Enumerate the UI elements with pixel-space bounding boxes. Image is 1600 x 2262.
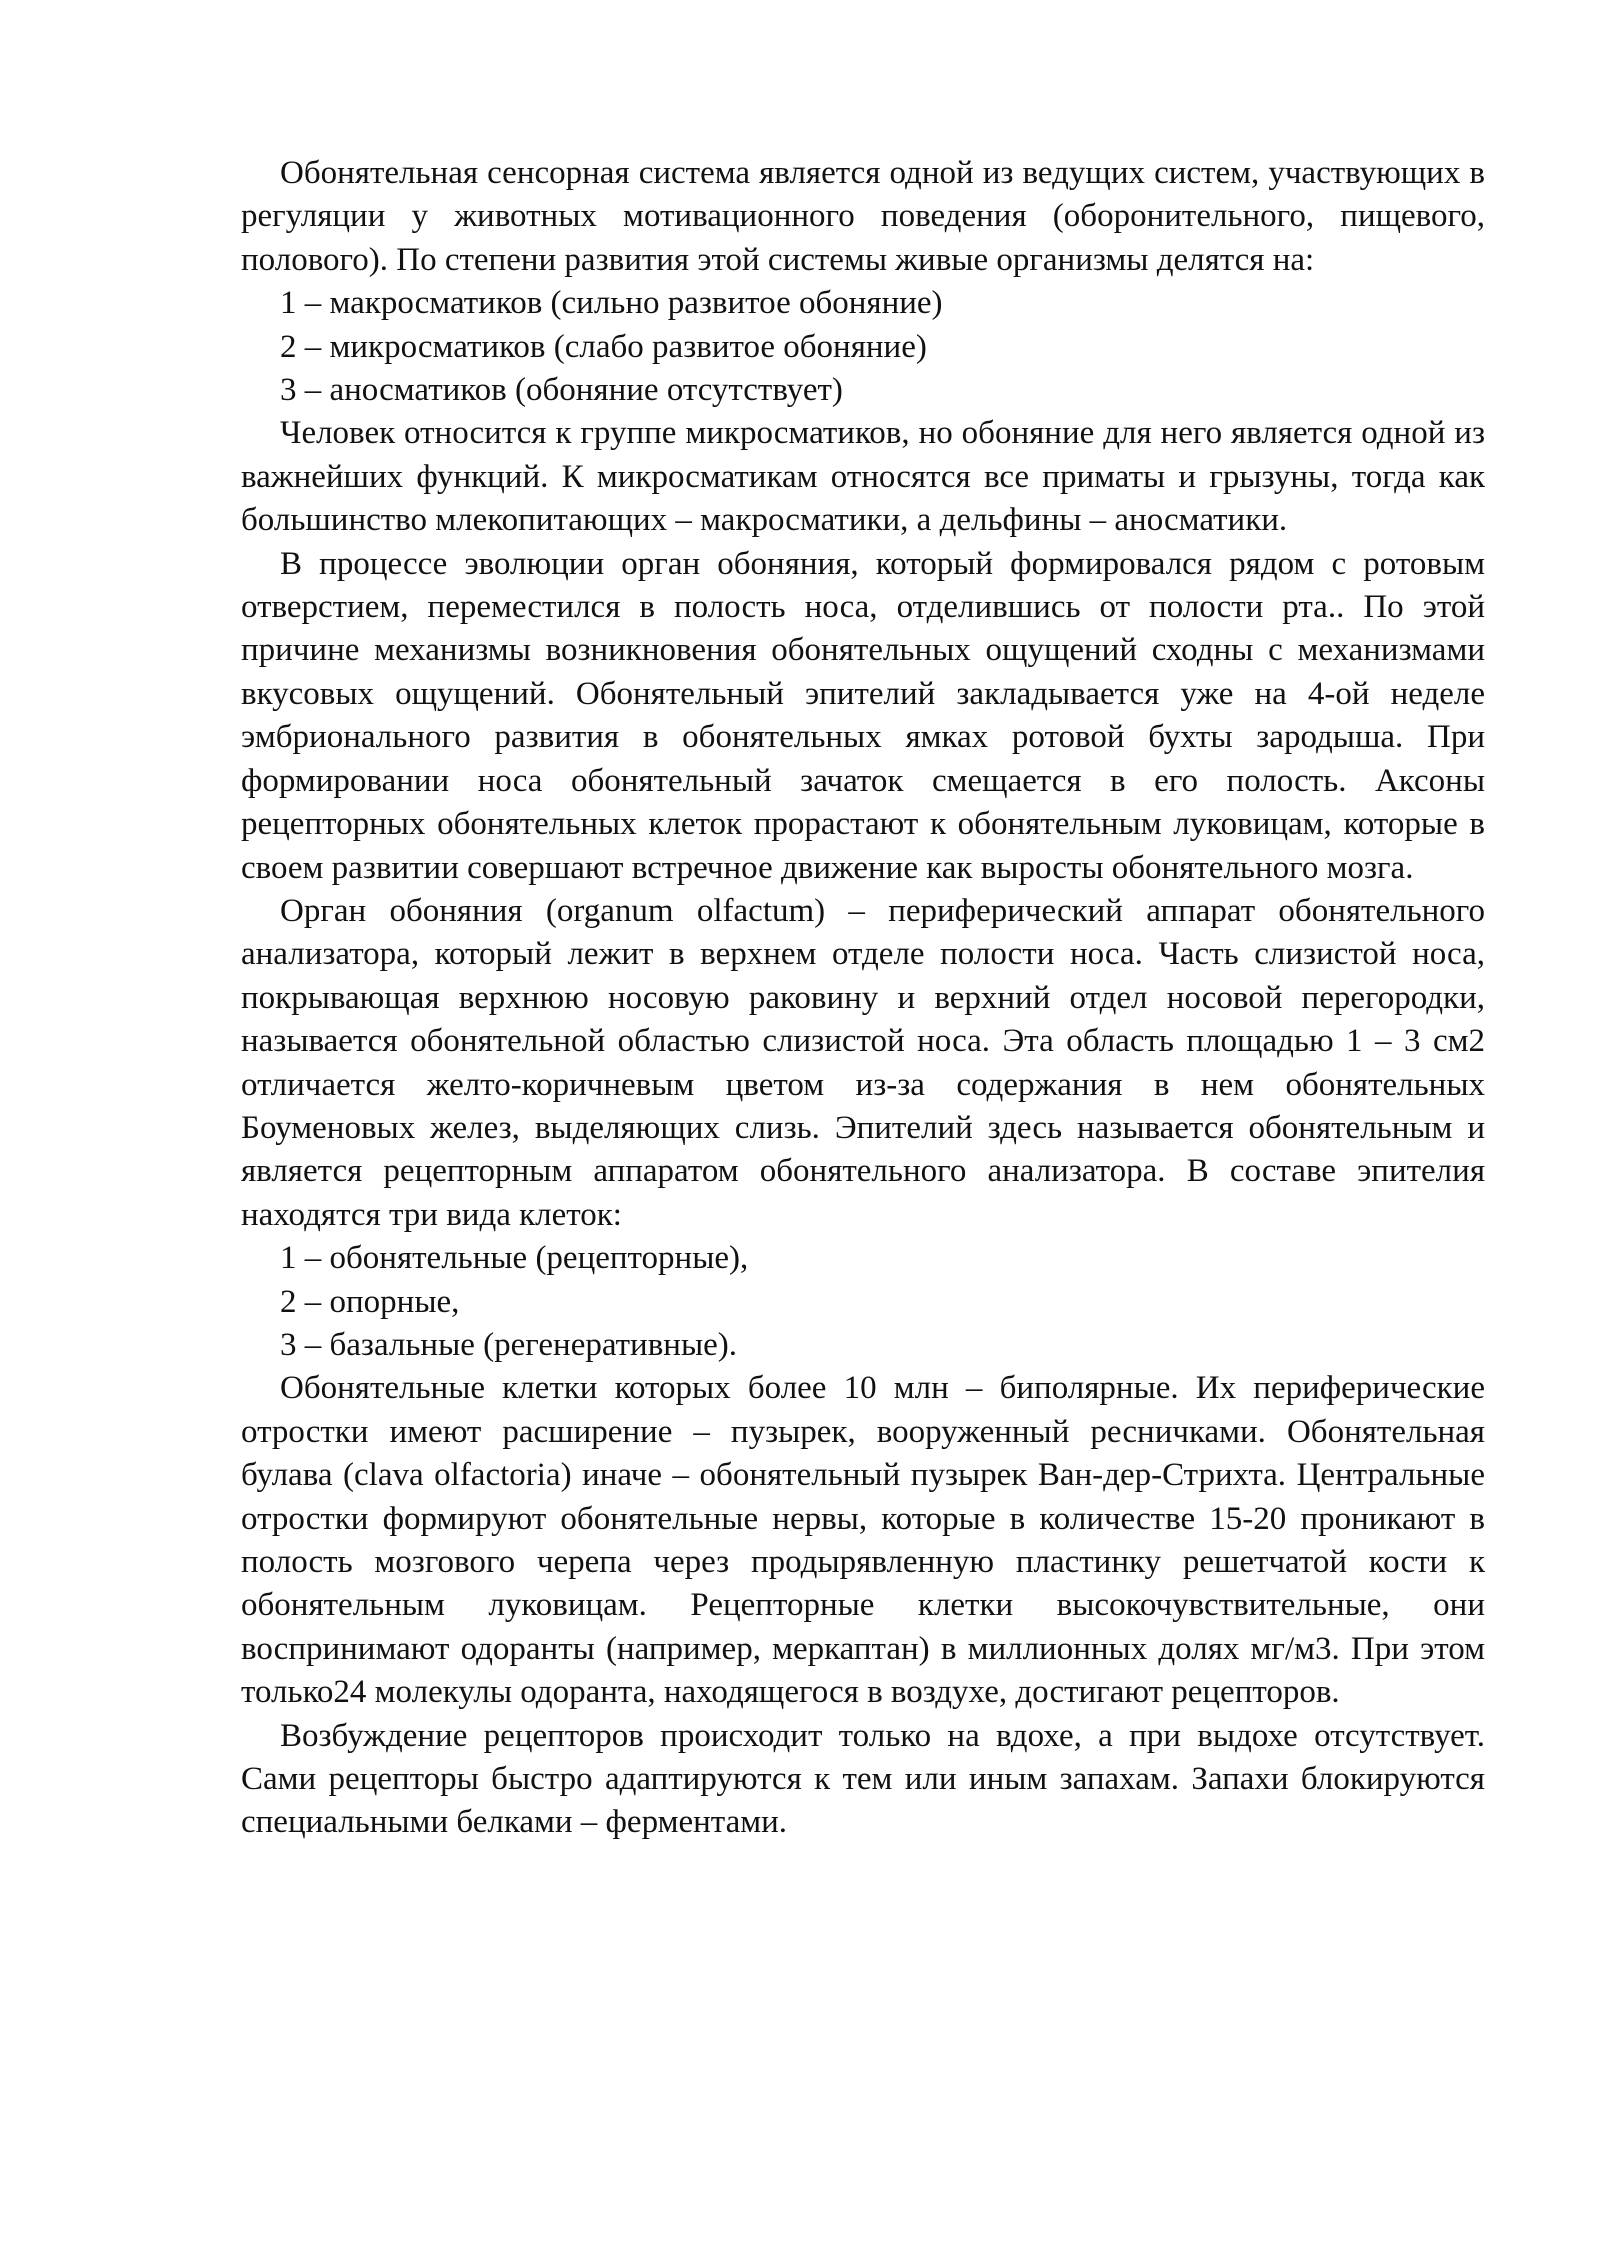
paragraph-excitation: Возбуждение рецепторов происходит только на вдохе, а при выдохе отсутствует. Сами рецепторы быстро адаптируются к тем или иным запахам. Запахи блокируются специальными белками – ферментами. [241, 1717, 1485, 1841]
list-item-supporting-cells: 2 – опорные, [280, 1283, 460, 1320]
paragraph-intro: Обонятельная сенсорная система является одной из ведущих систем, участвующих в регуляции у животных мотивационного поведения (оборонительного, пищевого, полового). По степени развития этой системы живые организмы делятся на: [241, 155, 1485, 278]
paragraph-receptor-cells: Обонятельные клетки которых более 10 млн – биполярные. Их периферические отростки имеют расширение – пузырек, вооруженный ресничками. Обонятельная булава (clava olfactoria) иначе – обонятельный пузырек Ван-дер-Стрихта. Центральные отростки формируют обонятельные нервы, которые в количестве 15-20 проникают в полость мозгового черепа через продырявленную пластинку решетчатой кости к обонятельным луковицам. Рецепторные клетки высокочувствительные, они воспринимают одоранты (например, меркаптан) в миллионных долях мг/м3. При этом только24 молекулы одоранта, находящегося в воздухе, достигают рецепторов. [241, 1370, 1485, 1711]
list-item-olfactory-cells: 1 – обонятельные (рецепторные), [280, 1240, 749, 1277]
paragraph-evolution: В процессе эволюции орган обоняния, который формировался рядом с ротовым отверстием, переместился в полость носа, отделившись от полости рта.. По этой причине механизмы возникновения обонятельных ощущений сходны с механизмами вкусовых ощущений. Обонятельный эпителий закладывается уже на 4-ой неделе эмбрионального развития в обонятельных ямках ротовой бухты зародыша. При формировании носа обонятельный зачаток смещается в его полость. Аксоны рецепторных обонятельных клеток прорастают к обонятельным луковицам, которые в своем развитии совершают встречное движение как выросты обонятельного мозга. [241, 545, 1485, 886]
paragraph-olfactory-organ: Орган обоняния (organum olfactum) – периферический аппарат обонятельного анализатора, который лежит в верхнем отделе полости носа. Часть слизистой носа, покрывающая верхнюю носовую раковину и верхний отдел носовой перегородки, называется обонятельной областью слизистой носа. Эта область площадью 1 – 3 см2 отличается желто-коричневым цветом из-за содержания в нем обонятельных Боуменовых желез, выделяющих слизь. Эпителий здесь называется обонятельным и является рецепторным аппаратом обонятельного анализатора. В составе эпителия находятся три вида клеток: [241, 892, 1485, 1233]
list-item-microsmatic: 2 – микросматиков (слабо развитое обоняние) [280, 328, 927, 365]
paragraph-human: Человек относится к группе микросматиков, но обоняние для него является одной из важнейших функций. К микросматикам относятся все приматы и грызуны, тогда как большинство млекопитающих – макросматики, а дельфины – аносматики. [241, 415, 1485, 539]
document-body [241, 152, 1485, 1845]
list-item-macrosmatic: 1 – макросматиков (сильно развитое обоняние) [280, 285, 943, 322]
list-item-anosmatic: 3 – аносматиков (обоняние отсутствует) [280, 372, 843, 409]
list-item-basal-cells: 3 – базальные (регенеративные). [280, 1326, 738, 1363]
